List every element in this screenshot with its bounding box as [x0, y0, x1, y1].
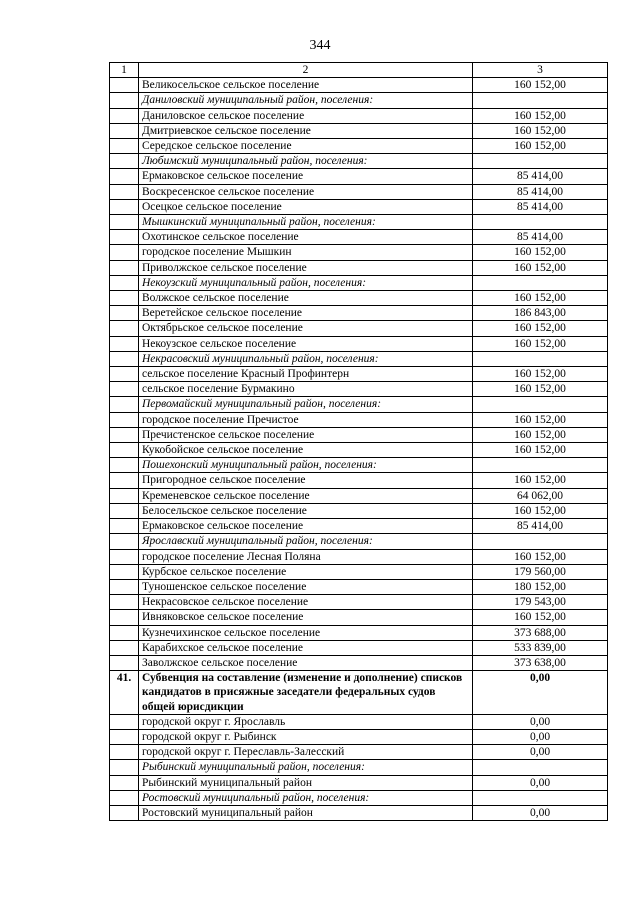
settlement-name: Даниловский муниципальный район, поселения:	[139, 93, 473, 108]
amount-value: 160 152,00	[473, 336, 608, 351]
table-row	[110, 336, 608, 351]
row-number	[110, 245, 139, 260]
district-heading-row	[110, 534, 608, 549]
table-row	[110, 321, 608, 336]
amount-value: 160 152,00	[473, 610, 608, 625]
settlement-name: Рыбинский муниципальный район, поселения:	[139, 760, 473, 775]
row-number	[110, 549, 139, 564]
settlement-name: Пречистенское сельское поселение	[139, 427, 473, 442]
row-number	[110, 169, 139, 184]
settlement-name: Пошехонский муниципальный район, поселения:	[139, 458, 473, 473]
amount-value: 160 152,00	[473, 291, 608, 306]
amount-value: 85 414,00	[473, 519, 608, 534]
row-number	[110, 93, 139, 108]
settlement-name: Некрасовское сельское поселение	[139, 595, 473, 610]
table-row	[110, 579, 608, 594]
settlement-name: Осецкое сельское поселение	[139, 199, 473, 214]
table-body	[110, 63, 608, 821]
table-row	[110, 306, 608, 321]
row-number	[110, 291, 139, 306]
settlement-name: городской округ г. Переславль-Залесский	[139, 745, 473, 760]
table-row	[110, 382, 608, 397]
settlement-name: Ивняковское сельское поселение	[139, 610, 473, 625]
amount-value: 160 152,00	[473, 260, 608, 275]
amount-value: 373 688,00	[473, 625, 608, 640]
settlement-name: городское поселение Пречистое	[139, 412, 473, 427]
table-row	[110, 655, 608, 670]
district-heading-row	[110, 154, 608, 169]
table-row	[110, 595, 608, 610]
row-number	[110, 519, 139, 534]
table-row	[110, 625, 608, 640]
settlement-name: Некоузский муниципальный район, поселения:	[139, 275, 473, 290]
amount-value: 160 152,00	[473, 549, 608, 564]
amount-value: 160 152,00	[473, 367, 608, 382]
settlement-name: Дмитриевское сельское поселение	[139, 123, 473, 138]
row-number	[110, 139, 139, 154]
table-row	[110, 503, 608, 518]
row-number	[110, 154, 139, 169]
amount-value: 186 843,00	[473, 306, 608, 321]
district-heading-row	[110, 215, 608, 230]
settlement-name: Ермаковское сельское поселение	[139, 519, 473, 534]
settlement-name: Некрасовский муниципальный район, поселения:	[139, 351, 473, 366]
settlement-name: сельское поселение Красный Профинтерн	[139, 367, 473, 382]
amount-value: 180 152,00	[473, 579, 608, 594]
row-number	[110, 199, 139, 214]
district-heading-row	[110, 351, 608, 366]
row-number	[110, 488, 139, 503]
table-row	[110, 367, 608, 382]
row-number	[110, 458, 139, 473]
amount-value	[473, 215, 608, 230]
table-row	[110, 640, 608, 655]
settlement-name: Приволжское сельское поселение	[139, 260, 473, 275]
amount-value: 85 414,00	[473, 169, 608, 184]
table-row	[110, 139, 608, 154]
amount-value: 0,00	[473, 729, 608, 744]
row-number	[110, 123, 139, 138]
settlement-name: городское поселение Мышкин	[139, 245, 473, 260]
row-number	[110, 412, 139, 427]
table-row	[110, 729, 608, 744]
table-row	[110, 443, 608, 458]
settlement-name: городской округ г. Рыбинск	[139, 729, 473, 744]
amount-value	[473, 760, 608, 775]
header-col-2: 2	[139, 63, 473, 78]
amount-value: 179 543,00	[473, 595, 608, 610]
table-row	[110, 564, 608, 579]
amount-value: 0,00	[473, 805, 608, 820]
district-heading-row	[110, 93, 608, 108]
amount-value: 160 152,00	[473, 443, 608, 458]
settlement-name: Туношенское сельское поселение	[139, 579, 473, 594]
header-col-3: 3	[473, 63, 608, 78]
allocation-table	[109, 62, 608, 821]
row-number	[110, 367, 139, 382]
settlement-name: Кременевское сельское поселение	[139, 488, 473, 503]
settlement-name: городское поселение Лесная Поляна	[139, 549, 473, 564]
amount-value: 85 414,00	[473, 199, 608, 214]
table-row	[110, 473, 608, 488]
table-row	[110, 745, 608, 760]
settlement-name: Середское сельское поселение	[139, 139, 473, 154]
row-number	[110, 534, 139, 549]
amount-value: 160 152,00	[473, 108, 608, 123]
amount-value: 0,00	[473, 775, 608, 790]
district-heading-row	[110, 458, 608, 473]
district-heading-row	[110, 790, 608, 805]
amount-value: 160 152,00	[473, 427, 608, 442]
row-number	[110, 625, 139, 640]
settlement-name: Некоузское сельское поселение	[139, 336, 473, 351]
row-number	[110, 579, 139, 594]
row-number: 41.	[110, 671, 139, 715]
amount-value	[473, 154, 608, 169]
table-row	[110, 169, 608, 184]
row-number	[110, 427, 139, 442]
settlement-name: Воскресенское сельское поселение	[139, 184, 473, 199]
settlement-name: Волжское сельское поселение	[139, 291, 473, 306]
settlement-name: Великосельское сельское поселение	[139, 78, 473, 93]
row-number	[110, 595, 139, 610]
settlement-name: Охотинское сельское поселение	[139, 230, 473, 245]
amount-value	[473, 275, 608, 290]
amount-value	[473, 458, 608, 473]
amount-value: 0,00	[473, 745, 608, 760]
amount-value	[473, 351, 608, 366]
table-row	[110, 714, 608, 729]
table-header-row	[110, 63, 608, 78]
row-number	[110, 397, 139, 412]
district-heading-row	[110, 275, 608, 290]
row-number	[110, 215, 139, 230]
row-number	[110, 230, 139, 245]
row-number	[110, 321, 139, 336]
settlement-name: Ермаковское сельское поселение	[139, 169, 473, 184]
table-row	[110, 291, 608, 306]
settlement-name: Мышкинский муниципальный район, поселения:	[139, 215, 473, 230]
table-row	[110, 199, 608, 214]
settlement-name: Карабихское сельское поселение	[139, 640, 473, 655]
table-row	[110, 610, 608, 625]
table-row	[110, 549, 608, 564]
row-number	[110, 382, 139, 397]
row-number	[110, 443, 139, 458]
row-number	[110, 610, 139, 625]
row-number	[110, 336, 139, 351]
settlement-name: Субвенция на составление (изменение и дополнение) списков кандидатов в присяжные заседатели федеральных судов общей юрисдикции	[139, 671, 473, 715]
amount-value	[473, 790, 608, 805]
table-row	[110, 775, 608, 790]
row-number	[110, 655, 139, 670]
amount-value: 373 638,00	[473, 655, 608, 670]
amount-value	[473, 534, 608, 549]
amount-value	[473, 93, 608, 108]
settlement-name: Ростовский муниципальный район	[139, 805, 473, 820]
table-row	[110, 245, 608, 260]
row-number	[110, 640, 139, 655]
row-number	[110, 729, 139, 744]
row-number	[110, 745, 139, 760]
amount-value: 85 414,00	[473, 184, 608, 199]
settlement-name: Кукобойское сельское поселение	[139, 443, 473, 458]
settlement-name: Веретейское сельское поселение	[139, 306, 473, 321]
amount-value: 160 152,00	[473, 503, 608, 518]
table-row	[110, 260, 608, 275]
table-row	[110, 78, 608, 93]
table-row	[110, 488, 608, 503]
amount-value: 85 414,00	[473, 230, 608, 245]
table-row	[110, 184, 608, 199]
district-heading-row	[110, 397, 608, 412]
settlement-name: Первомайский муниципальный район, поселения:	[139, 397, 473, 412]
settlement-name: Даниловское сельское поселение	[139, 108, 473, 123]
settlement-name: сельское поселение Бурмакино	[139, 382, 473, 397]
row-number	[110, 473, 139, 488]
row-number	[110, 306, 139, 321]
settlement-name: Рыбинский муниципальный район	[139, 775, 473, 790]
settlement-name: Октябрьское сельское поселение	[139, 321, 473, 336]
settlement-name: Любимский муниципальный район, поселения:	[139, 154, 473, 169]
amount-value: 0,00	[473, 671, 608, 715]
row-number	[110, 760, 139, 775]
row-number	[110, 805, 139, 820]
settlement-name: Заволжское сельское поселение	[139, 655, 473, 670]
row-number	[110, 564, 139, 579]
row-number	[110, 184, 139, 199]
amount-value: 0,00	[473, 714, 608, 729]
row-number	[110, 108, 139, 123]
row-number	[110, 775, 139, 790]
table-row	[110, 123, 608, 138]
section-row	[110, 671, 608, 715]
settlement-name: Кузнечихинское сельское поселение	[139, 625, 473, 640]
settlement-name: Белосельское сельское поселение	[139, 503, 473, 518]
table-row	[110, 230, 608, 245]
amount-value: 160 152,00	[473, 321, 608, 336]
table-row	[110, 108, 608, 123]
amount-value: 64 062,00	[473, 488, 608, 503]
settlement-name: Ростовский муниципальный район, поселения:	[139, 790, 473, 805]
row-number	[110, 714, 139, 729]
settlement-name: Курбское сельское поселение	[139, 564, 473, 579]
table-row	[110, 805, 608, 820]
row-number	[110, 790, 139, 805]
amount-value: 179 560,00	[473, 564, 608, 579]
row-number	[110, 351, 139, 366]
amount-value: 533 839,00	[473, 640, 608, 655]
settlement-name: городской округ г. Ярославль	[139, 714, 473, 729]
row-number	[110, 260, 139, 275]
table-row	[110, 427, 608, 442]
amount-value: 160 152,00	[473, 412, 608, 427]
amount-value	[473, 397, 608, 412]
amount-value: 160 152,00	[473, 78, 608, 93]
amount-value: 160 152,00	[473, 473, 608, 488]
row-number	[110, 275, 139, 290]
table-row	[110, 412, 608, 427]
settlement-name: Пригородное сельское поселение	[139, 473, 473, 488]
settlement-name: Ярославский муниципальный район, поселения:	[139, 534, 473, 549]
amount-value: 160 152,00	[473, 123, 608, 138]
amount-value: 160 152,00	[473, 245, 608, 260]
district-heading-row	[110, 760, 608, 775]
amount-value: 160 152,00	[473, 139, 608, 154]
amount-value: 160 152,00	[473, 382, 608, 397]
page-number: 344	[309, 38, 331, 53]
header-col-1: 1	[110, 63, 139, 78]
row-number	[110, 78, 139, 93]
table-row	[110, 519, 608, 534]
row-number	[110, 503, 139, 518]
